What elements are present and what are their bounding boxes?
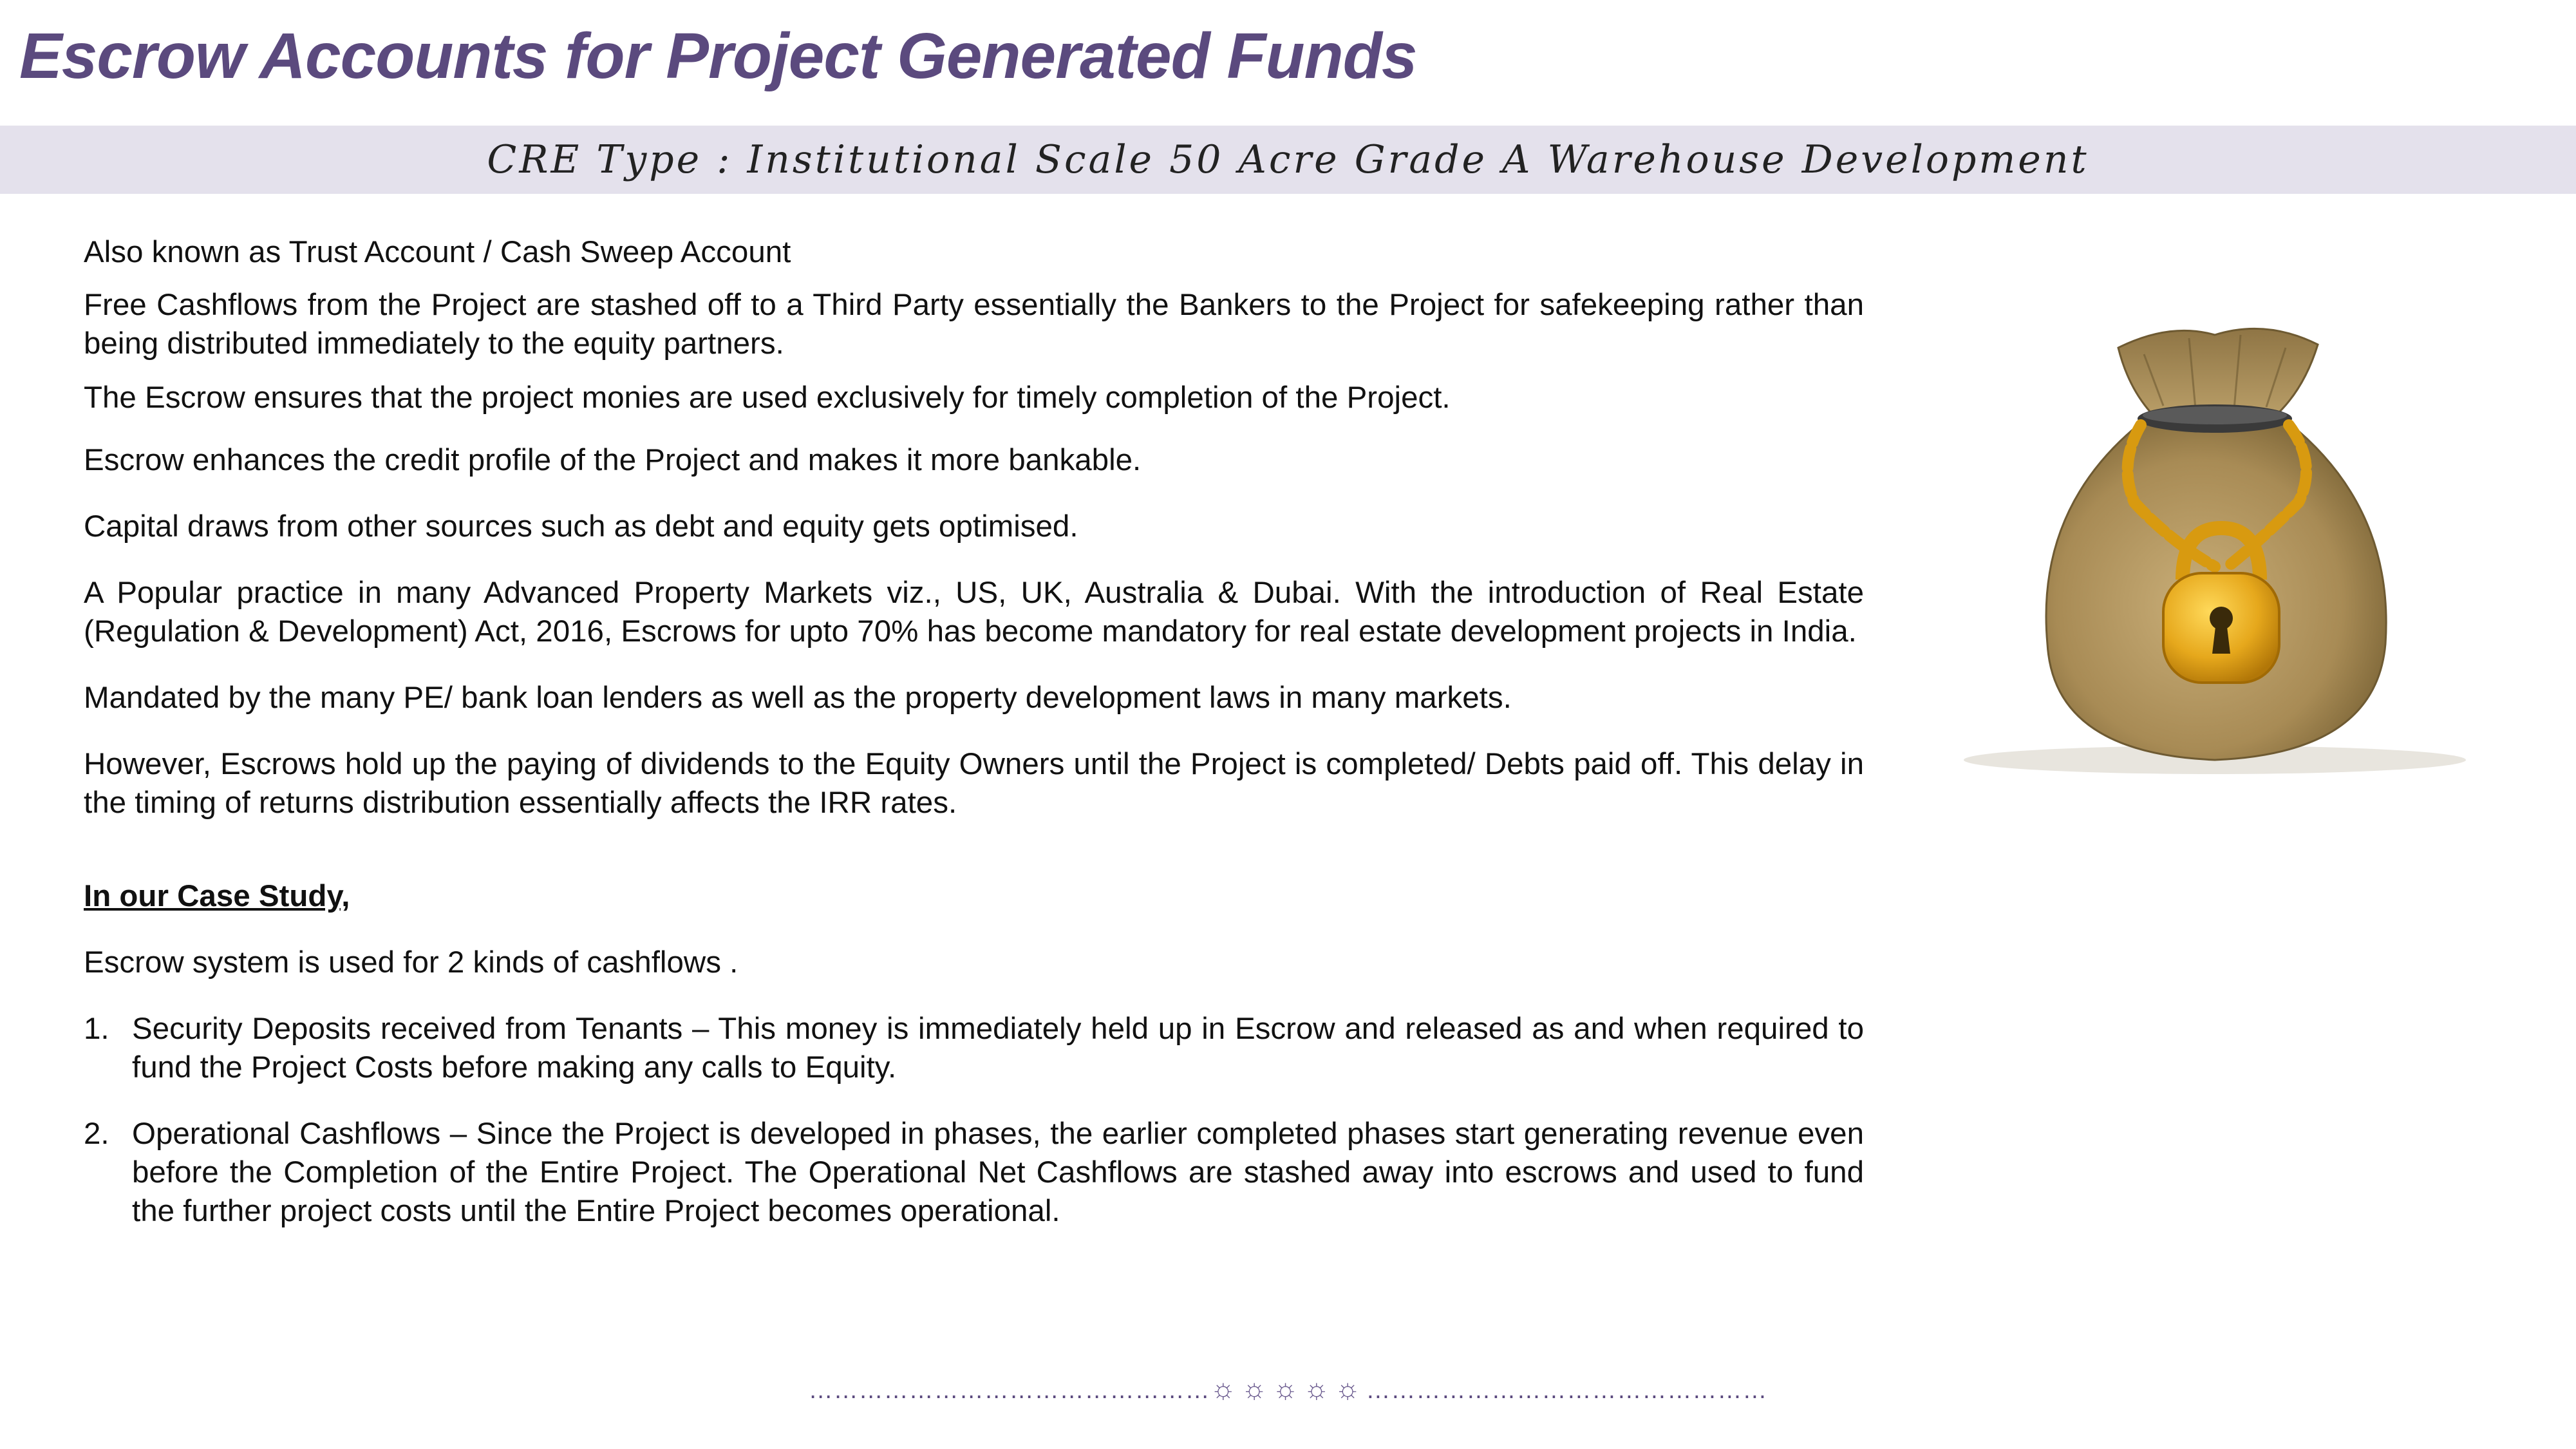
list-item — [84, 1115, 1864, 1231]
paragraph-aka: Also known as Trust Account / Cash Sweep Account — [84, 235, 791, 269]
paragraph-credit-profile: Escrow enhances the credit profile of the Project and makes it more bankable. — [84, 443, 1142, 477]
footer-dots-right: ………………………………………… — [1366, 1377, 1768, 1404]
case-study-intro: Escrow system is used for 2 kinds of cashflows . — [84, 945, 738, 980]
page-subtitle: CRE Type : Institutional Scale 50 Acre Grade A Warehouse Development — [487, 137, 2089, 182]
main-content — [84, 233, 1864, 1231]
list-item-number: 2. — [84, 1117, 109, 1151]
footer-ornament — [0, 1373, 2576, 1405]
paragraph-free-cashflows: Free Cashflows from the Project are stashed off to a Third Party essentially the Bankers to the Project for safekeeping rather than being distributed immediately to the equity partners. — [84, 288, 1864, 361]
list-item-text: Security Deposits received from Tenants – This money is immediately held up in Escrow and released as and when required to fund the Project Costs before making any calls to Equity. — [132, 1012, 1864, 1084]
list-item — [84, 1010, 1864, 1087]
footer-sun-icons: ☼☼☼☼☼ — [1210, 1373, 1366, 1405]
list-item-number: 1. — [84, 1012, 109, 1046]
paragraph-mandated: Mandated by the many PE/ bank loan lenders as well as the property development laws in many markets. — [84, 681, 1512, 715]
paragraph-however: However, Escrows hold up the paying of dividends to the Equity Owners until the Project is completed/ Debts paid off. This delay in the timing of returns distribution essentially affects the IRR rates. — [84, 747, 1864, 820]
case-study-heading: In our Case Study, — [84, 879, 350, 913]
paragraph-popular-practice: A Popular practice in many Advanced Property Markets viz., US, UK, Australia & Dubai. With the introduction of Real Estate (Regulation & Development) Act, 2016, Escrows for upto 70% has become mandatory for real estate development projects in India. — [84, 576, 1864, 649]
subtitle-band — [0, 126, 2576, 194]
paragraph-capital-draws: Capital draws from other sources such as debt and equity gets optimised. — [84, 509, 1078, 544]
footer-dots-left: ………………………………………… — [808, 1377, 1210, 1404]
page-title: Escrow Accounts for Project Generated Funds — [19, 20, 1417, 92]
locked-money-bag-icon — [1957, 309, 2472, 799]
list-item-text: Operational Cashflows – Since the Project is developed in phases, the earlier completed phases start generating revenue even before the Completion of the Entire Project. The Operational Net Cashflows are stashed away into escrows and used to fund the further project costs until the Entire Project becomes operational. — [132, 1117, 1864, 1228]
paragraph-escrow-ensures: The Escrow ensures that the project monies are used exclusively for timely completion of the Project. — [84, 381, 1451, 415]
